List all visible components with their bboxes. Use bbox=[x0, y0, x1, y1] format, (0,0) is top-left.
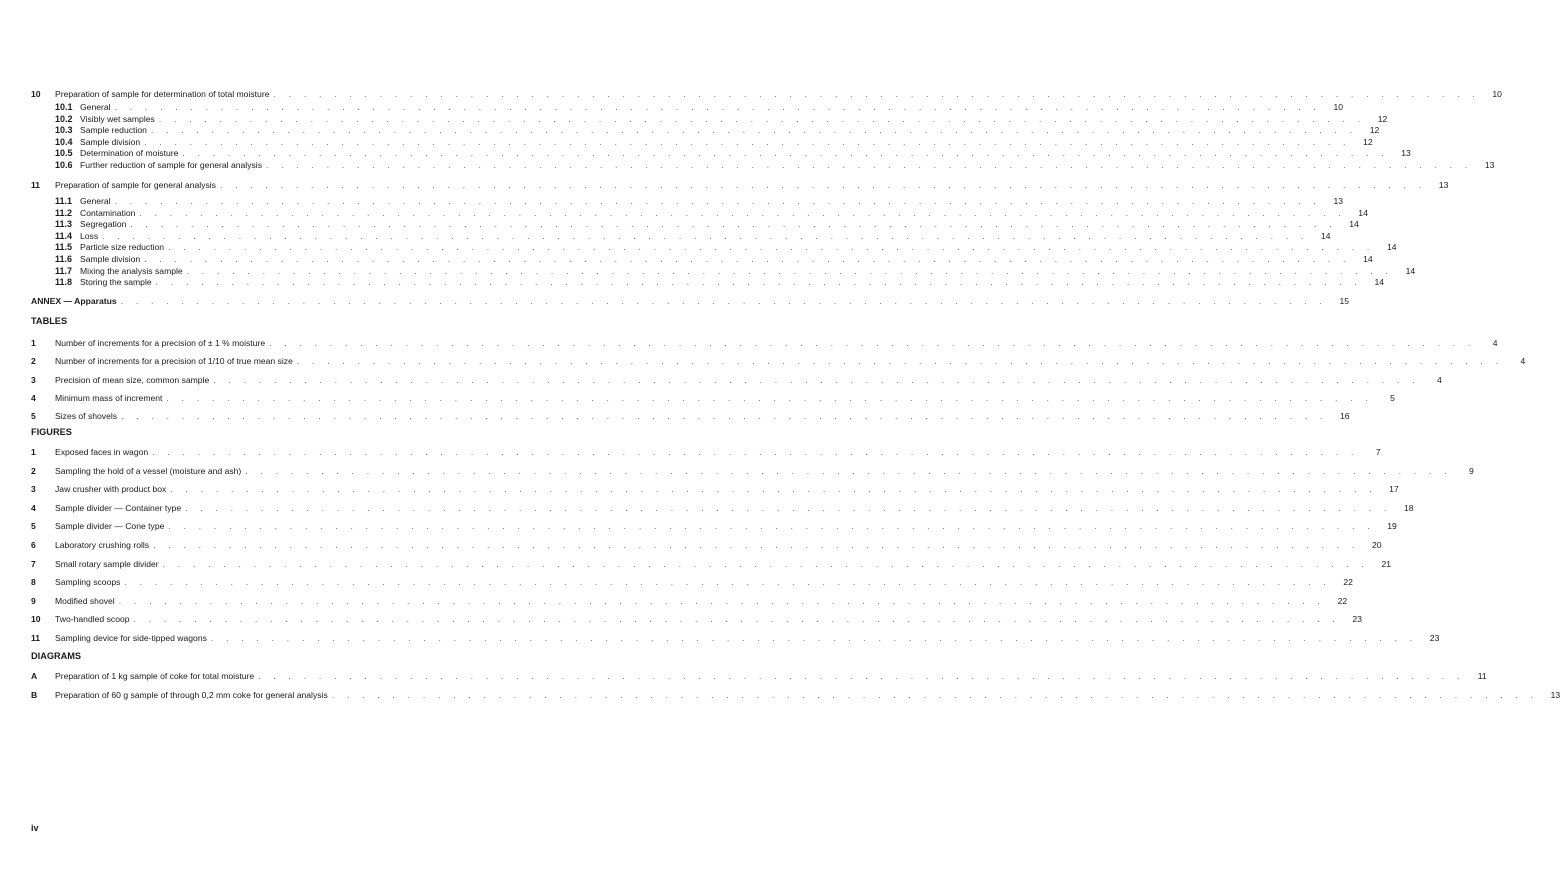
entry-number: 11.2 bbox=[55, 207, 73, 218]
entry-page: 13 bbox=[1401, 148, 1411, 159]
toc-figure-entry[interactable] bbox=[31, 576, 1353, 588]
dot-leader: . . . . . . . . . . . . . . . . . . . . . . . . . . . . . . . . . . . . . . . . . . . . . . . . . . . . . . . . . . . . . . . . . . . . . . . . . . . . . . . . bbox=[162, 558, 1370, 569]
dot-leader: . . . . . . . . . . . . . . . . . . . . . . . . . . . . . . . . . . . . . . . . . . . . . . . . . . . . . . . . . . . . . . . . . . . . . . . . . . . . . . . . bbox=[245, 465, 1452, 476]
entry-title: Exposed faces in wagon bbox=[55, 447, 149, 457]
dot-leader: . . . . . . . . . . . . . . . . . . . . . . . . . . . . . . . . . . . . . . . . . . . . . . . . . . . . . . . . . . . . . . . . . . . . . . . . . . . . . . . . bbox=[213, 374, 1420, 385]
entry-title: Loss bbox=[80, 230, 99, 241]
entry-number: 11.8 bbox=[55, 277, 73, 288]
toc-figure-entry[interactable] bbox=[31, 446, 1381, 458]
toc-figure-entry[interactable] bbox=[31, 465, 1474, 477]
entry-number: 10 bbox=[31, 89, 41, 99]
entry-title: Sample division bbox=[80, 136, 141, 147]
dot-leader: . . . . . . . . . . . . . . . . . . . . . . . . . . . . . . . . . . . . . . . . . . . . . . . . . . . . . . . . . . . . . . . . . . . . . . . . . . . . . . . . bbox=[139, 207, 1346, 218]
toc-subsection[interactable] bbox=[55, 159, 1495, 171]
entry-page: 17 bbox=[1389, 484, 1399, 495]
entry-title: Number of increments for a precision of 1/10 of true mean size bbox=[55, 356, 293, 367]
entry-title: ANNEX — Apparatus bbox=[31, 296, 117, 306]
dot-leader: . . . . . . . . . . . . . . . . . . . . . . . . . . . . . . . . . . . . . . . . . . . . . . . . . . . . . . . . . . . . . . . . . . . . . . . . . . . . . . . . bbox=[120, 296, 1328, 306]
entry-title: Sample divider — Cone type bbox=[55, 521, 165, 532]
dot-leader: . . . . . . . . . . . . . . . . . . . . . . . . . . . . . . . . . . . . . . . . . . . . . . . . . . . . . . . . . . . . . . . . . . . . . . . . . . . . . . . . bbox=[158, 113, 1366, 124]
entry-title: General bbox=[80, 196, 111, 206]
toc-annex[interactable] bbox=[31, 295, 1350, 307]
entry-page: 14 bbox=[1363, 254, 1373, 264]
toc-table-entry[interactable] bbox=[31, 410, 1350, 422]
entry-page: 14 bbox=[1374, 277, 1385, 288]
entry-title: Segregation bbox=[80, 219, 127, 230]
entry-title: Visibly wet samples bbox=[80, 113, 155, 124]
entry-number: 10.6 bbox=[55, 160, 73, 170]
toc-figure-entry[interactable] bbox=[31, 558, 1392, 570]
dot-leader: . . . . . . . . . . . . . . . . . . . . . . . . . . . . . . . . . . . . . . . . . . . . . . . . . . . . . . . . . . . . . . . . . . . . . . . . . . . . . . . . bbox=[166, 392, 1373, 403]
entry-page: 13 bbox=[1438, 180, 1449, 190]
entry-number: 11.3 bbox=[55, 219, 73, 230]
toc-subsection[interactable] bbox=[55, 207, 1368, 219]
entry-title: Number of increments for a precision of ± 1 % moisture bbox=[55, 338, 266, 348]
entry-title: Sampling scoops bbox=[55, 577, 121, 588]
entry-page: 14 bbox=[1386, 242, 1397, 253]
entry-page: 12 bbox=[1369, 125, 1380, 136]
entry-number: A bbox=[31, 671, 38, 681]
entry-page: 14 bbox=[1358, 207, 1368, 218]
entry-title: Sample reduction bbox=[80, 125, 147, 136]
entry-page: 4 bbox=[1436, 374, 1442, 385]
dot-leader: . . . . . . . . . . . . . . . . . . . . . . . . . . . . . . . . . . . . . . . . . . . . . . . . . . . . . . . . . . . . . . . . . . . . . . . . . . . . . . . . bbox=[168, 521, 1375, 532]
entry-page: 4 bbox=[1492, 338, 1498, 348]
toc-figure-entry[interactable] bbox=[31, 502, 1414, 514]
entry-title: General bbox=[80, 102, 111, 112]
entry-page: 18 bbox=[1403, 502, 1414, 513]
entry-title: Jaw crusher with product box bbox=[55, 484, 167, 495]
entry-number: 5 bbox=[31, 521, 36, 532]
entry-number: 10.2 bbox=[55, 113, 73, 124]
toc-subsection[interactable] bbox=[55, 195, 1344, 207]
dot-leader: . . . . . . . . . . . . . . . . . . . . . . . . . . . . . . . . . . . . . . . . . . . . . . . . . . . . . . . . . . . . . . . . . . . . . . . . . . . . . . . . bbox=[170, 484, 1377, 495]
dot-leader: . . . . . . . . . . . . . . . . . . . . . . . . . . . . . . . . . . . . . . . . . . . . . . . . . . . . . . . . . . . . . . . . . . . . . . . . . . . . . . . . bbox=[273, 89, 1480, 99]
entry-page: 22 bbox=[1337, 595, 1348, 606]
toc-table-entry[interactable] bbox=[31, 337, 1498, 349]
entry-title: Preparation of sample for general analysis bbox=[55, 180, 216, 190]
toc-table-entry[interactable] bbox=[31, 374, 1442, 386]
entry-title: Preparation of 60 g sample of through 0,2 mm coke for general analysis bbox=[55, 689, 328, 700]
entry-title: Two-handled scoop bbox=[55, 614, 130, 625]
toc-figure-entry[interactable] bbox=[31, 613, 1362, 625]
toc-subsection[interactable] bbox=[55, 218, 1359, 230]
entry-title: Storing the sample bbox=[80, 277, 152, 288]
entry-number: 11 bbox=[31, 180, 41, 190]
dot-leader: . . . . . . . . . . . . . . . . . . . . . . . . . . . . . . . . . . . . . . . . . . . . . . . . . . . . . . . . . . . . . . . . . . . . . . . . . . . . . . . . bbox=[118, 595, 1326, 606]
entry-page: 22 bbox=[1343, 577, 1353, 588]
entry-number: 4 bbox=[31, 392, 36, 403]
entry-title: Sampling device for side-tipped wagons bbox=[55, 633, 207, 643]
page-number: iv bbox=[31, 823, 39, 833]
entry-page: 5 bbox=[1390, 392, 1395, 403]
entry-page: 23 bbox=[1429, 633, 1440, 643]
figures-heading: FIGURES bbox=[31, 427, 72, 437]
dot-leader: . . . . . . . . . . . . . . . . . . . . . . . . . . . . . . . . . . . . . . . . . . . . . . . . . . . . . . . . . . . . . . . . . . . . . . . . . . . . . . . . bbox=[114, 196, 1322, 206]
toc-subsection[interactable] bbox=[55, 230, 1331, 242]
toc-subsection[interactable] bbox=[55, 276, 1385, 288]
dot-leader: . . . . . . . . . . . . . . . . . . . . . . . . . . . . . . . . . . . . . . . . . . . . . . . . . . . . . . . . . . . . . . . . . . . . . . . . . . . . . . . . bbox=[182, 148, 1389, 159]
entry-number: 7 bbox=[31, 558, 36, 569]
entry-page: 21 bbox=[1381, 558, 1392, 569]
toc-section[interactable] bbox=[31, 88, 1502, 100]
dot-leader: . . . . . . . . . . . . . . . . . . . . . . . . . . . . . . . . . . . . . . . . . . . . . . . . . . . . . . . . . . . . . . . . . . . . . . . . . . . . . . . . bbox=[130, 219, 1337, 230]
toc-figure-entry[interactable] bbox=[31, 520, 1397, 532]
tables-heading: TABLES bbox=[31, 316, 68, 326]
toc-subsection[interactable] bbox=[55, 265, 1416, 277]
entry-page: 13 bbox=[1550, 689, 1560, 700]
entry-number: 1 bbox=[31, 338, 36, 348]
toc-subsection[interactable] bbox=[55, 124, 1380, 136]
toc-table-entry[interactable] bbox=[31, 355, 1526, 367]
entry-page: 19 bbox=[1387, 521, 1397, 532]
entry-number: 11.4 bbox=[55, 230, 73, 241]
dot-leader: . . . . . . . . . . . . . . . . . . . . . . . . . . . . . . . . . . . . . . . . . . . . . . . . . . . . . . . . . . . . . . . . . . . . . . . . . . . . . . . . bbox=[124, 577, 1331, 588]
entry-title: Sample division bbox=[80, 254, 141, 264]
entry-number: 3 bbox=[31, 484, 36, 495]
entry-number: 8 bbox=[31, 577, 36, 588]
entry-title: Laboratory crushing rolls bbox=[55, 540, 150, 550]
entry-title: Preparation of sample for determination of total moisture bbox=[55, 89, 270, 99]
entry-number: 11 bbox=[31, 633, 41, 643]
entry-page: 20 bbox=[1371, 540, 1382, 550]
entry-page: 13 bbox=[1484, 160, 1495, 170]
toc-diagram-entry[interactable] bbox=[31, 689, 1560, 701]
toc-figure-entry[interactable] bbox=[31, 483, 1399, 495]
dot-leader: . . . . . . . . . . . . . . . . . . . . . . . . . . . . . . . . . . . . . . . . . . . . . . . . . . . . . . . . . . . . . . . . . . . . . . . . . . . . . . . . bbox=[150, 125, 1358, 136]
entry-page: 12 bbox=[1363, 136, 1373, 147]
entry-number: 6 bbox=[31, 540, 36, 550]
entry-number: 1 bbox=[31, 447, 36, 457]
toc-subsection[interactable] bbox=[55, 113, 1388, 125]
diagrams-heading: DIAGRAMS bbox=[31, 651, 82, 661]
entry-title: Modified shovel bbox=[55, 595, 115, 606]
entry-number: 10.1 bbox=[55, 102, 73, 112]
entry-number: 10 bbox=[31, 614, 41, 625]
entry-title: Further reduction of sample for general analysis bbox=[80, 160, 262, 170]
entry-title: Small rotary sample divider bbox=[55, 558, 159, 569]
dot-leader: . . . . . . . . . . . . . . . . . . . . . . . . . . . . . . . . . . . . . . . . . . . . . . . . . . . . . . . . . . . . . . . . . . . . . . . . . . . . . . . . bbox=[153, 540, 1360, 550]
dot-leader: . . . . . . . . . . . . . . . . . . . . . . . . . . . . . . . . . . . . . . . . . . . . . . . . . . . . . . . . . . . . . . . . . . . . . . . . . . . . . . . . bbox=[133, 614, 1340, 625]
entry-page: 14 bbox=[1405, 265, 1416, 276]
dot-leader: . . . . . . . . . . . . . . . . . . . . . . . . . . . . . . . . . . . . . . . . . . . . . . . . . . . . . . . . . . . . . . . . . . . . . . . . . . . . . . . . bbox=[144, 136, 1351, 147]
dot-leader: . . . . . . . . . . . . . . . . . . . . . . . . . . . . . . . . . . . . . . . . . . . . . . . . . . . . . . . . . . . . . . . . . . . . . . . . . . . . . . . . bbox=[210, 633, 1418, 643]
entry-title: Particle size reduction bbox=[80, 242, 165, 253]
toc-section[interactable] bbox=[31, 179, 1449, 191]
dot-leader: . . . . . . . . . . . . . . . . . . . . . . . . . . . . . . . . . . . . . . . . . . . . . . . . . . . . . . . . . . . . . . . . . . . . . . . . . . . . . . . . bbox=[144, 254, 1351, 264]
entry-page: 7 bbox=[1375, 447, 1381, 457]
entry-title: Preparation of 1 kg sample of coke for total moisture bbox=[55, 671, 255, 681]
entry-page: 14 bbox=[1321, 230, 1331, 241]
entry-number: 11.1 bbox=[55, 196, 73, 206]
dot-leader: . . . . . . . . . . . . . . . . . . . . . . . . . . . . . . . . . . . . . . . . . . . . . . . . . . . . . . . . . . . . . . . . . . . . . . . . . . . . . . . . bbox=[185, 502, 1392, 513]
entry-number: 10.3 bbox=[55, 125, 73, 136]
dot-leader: . . . . . . . . . . . . . . . . . . . . . . . . . . . . . . . . . . . . . . . . . . . . . . . . . . . . . . . . . . . . . . . . . . . . . . . . . . . . . . . . bbox=[258, 671, 1465, 681]
entry-title: Determination of moisture bbox=[80, 148, 179, 159]
entry-number: 11.5 bbox=[55, 242, 73, 253]
dot-leader: . . . . . . . . . . . . . . . . . . . . . . . . . . . . . . . . . . . . . . . . . . . . . . . . . . . . . . . . . . . . . . . . . . . . . . . . . . . . . . . . bbox=[155, 277, 1363, 288]
entry-page: 9 bbox=[1468, 465, 1474, 476]
entry-number: 2 bbox=[31, 356, 36, 367]
entry-title: Sizes of shovels bbox=[55, 411, 118, 422]
entry-page: 14 bbox=[1349, 219, 1359, 230]
entry-page: 23 bbox=[1352, 614, 1362, 625]
entry-title: Contamination bbox=[80, 207, 136, 218]
entry-page: 12 bbox=[1377, 113, 1388, 124]
entry-number: 3 bbox=[31, 374, 36, 385]
dot-leader: . . . . . . . . . . . . . . . . . . . . . . . . . . . . . . . . . . . . . . . . . . . . . . . . . . . . . . . . . . . . . . . . . . . . . . . . . . . . . . . . bbox=[219, 180, 1427, 190]
entry-number: 4 bbox=[31, 502, 36, 513]
dot-leader: . . . . . . . . . . . . . . . . . . . . . . . . . . . . . . . . . . . . . . . . . . . . . . . . . . . . . . . . . . . . . . . . . . . . . . . . . . . . . . . . bbox=[266, 160, 1473, 170]
dot-leader: . . . . . . . . . . . . . . . . . . . . . . . . . . . . . . . . . . . . . . . . . . . . . . . . . . . . . . . . . . . . . . . . . . . . . . . . . . . . . . . . bbox=[296, 356, 1504, 367]
entry-number: 10.5 bbox=[55, 148, 73, 159]
entry-number: 10.4 bbox=[55, 136, 73, 147]
toc-figure-entry[interactable] bbox=[31, 595, 1348, 607]
toc-subsection[interactable] bbox=[55, 101, 1344, 113]
entry-title: Mixing the analysis sample bbox=[80, 265, 183, 276]
entry-number: B bbox=[31, 689, 38, 700]
dot-leader: . . . . . . . . . . . . . . . . . . . . . . . . . . . . . . . . . . . . . . . . . . . . . . . . . . . . . . . . . . . . . . . . . . . . . . . . . . . . . . . . bbox=[152, 447, 1359, 457]
toc-diagram-entry[interactable] bbox=[31, 670, 1487, 682]
entry-page: 4 bbox=[1520, 356, 1526, 367]
entry-page: 15 bbox=[1339, 296, 1350, 306]
entry-page: 10 bbox=[1492, 89, 1502, 99]
entry-number: 9 bbox=[31, 595, 36, 606]
toc-subsection[interactable] bbox=[55, 241, 1397, 253]
dot-leader: . . . . . . . . . . . . . . . . . . . . . . . . . . . . . . . . . . . . . . . . . . . . . . . . . . . . . . . . . . . . . . . . . . . . . . . . . . . . . . . . bbox=[114, 102, 1322, 112]
dot-leader: . . . . . . . . . . . . . . . . . . . . . . . . . . . . . . . . . . . . . . . . . . . . . . . . . . . . . . . . . . . . . . . . . . . . . . . . . . . . . . . . bbox=[102, 230, 1309, 241]
dot-leader: . . . . . . . . . . . . . . . . . . . . . . . . . . . . . . . . . . . . . . . . . . . . . . . . . . . . . . . . . . . . . . . . . . . . . . . . . . . . . . . . bbox=[168, 242, 1375, 253]
entry-title: Precision of mean size, common sample bbox=[55, 374, 210, 385]
entry-page: 11 bbox=[1477, 671, 1487, 681]
entry-title: Sample divider — Container type bbox=[55, 502, 182, 513]
toc-subsection[interactable] bbox=[55, 136, 1373, 148]
toc-figure-entry[interactable] bbox=[31, 632, 1440, 644]
entry-page: 13 bbox=[1333, 196, 1344, 206]
entry-page: 10 bbox=[1333, 102, 1344, 112]
toc-figure-entry[interactable] bbox=[31, 539, 1382, 551]
toc-subsection[interactable] bbox=[55, 253, 1373, 265]
toc-subsection[interactable] bbox=[55, 147, 1411, 159]
entry-number: 2 bbox=[31, 465, 36, 476]
dot-leader: . . . . . . . . . . . . . . . . . . . . . . . . . . . . . . . . . . . . . . . . . . . . . . . . . . . . . . . . . . . . . . . . . . . . . . . . . . . . . . . . bbox=[269, 338, 1476, 348]
entry-title: Minimum mass of increment bbox=[55, 392, 163, 403]
dot-leader: . . . . . . . . . . . . . . . . . . . . . . . . . . . . . . . . . . . . . . . . . . . . . . . . . . . . . . . . . . . . . . . . . . . . . . . . . . . . . . . . bbox=[121, 411, 1328, 422]
entry-number: 11.6 bbox=[55, 254, 73, 264]
entry-number: 11.7 bbox=[55, 265, 73, 276]
dot-leader: . . . . . . . . . . . . . . . . . . . . . . . . . . . . . . . . . . . . . . . . . . . . . . . . . . . . . . . . . . . . . . . . . . . . . . . . . . . . . . . . bbox=[186, 265, 1394, 276]
entry-page: 16 bbox=[1339, 411, 1350, 422]
dot-leader: . . . . . . . . . . . . . . . . . . . . . . . . . . . . . . . . . . . . . . . . . . . . . . . . . . . . . . . . . . . . . . . . . . . . . . . . . . . . . . . . bbox=[331, 689, 1539, 700]
entry-number: 5 bbox=[31, 411, 36, 422]
entry-title: Sampling the hold of a vessel (moisture and ash) bbox=[55, 465, 242, 476]
toc-table-entry[interactable] bbox=[31, 392, 1395, 404]
